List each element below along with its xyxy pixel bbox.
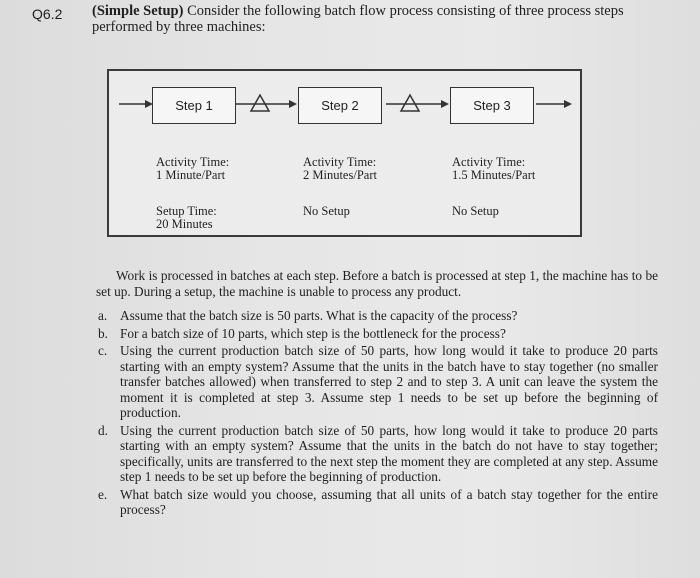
sub-question-letter: d.: [98, 422, 108, 438]
step-2-activity-time: Activity Time: 2 Minutes/Part: [303, 155, 377, 182]
sub-question-letter: e.: [98, 486, 108, 502]
arrowhead-1-2: [289, 100, 297, 108]
inventory-triangle-1: [251, 95, 269, 111]
sub-question-text: What batch size would you choose, assuming that all units of a batch stay together for the entire process?: [120, 486, 658, 517]
question-intro: [92, 3, 682, 35]
step-1-box: Step 1: [152, 87, 236, 124]
problem-statement: [96, 268, 658, 299]
sub-question-text: Using the current production batch size of 50 parts, how long would it take to produce 20 parts starting with an empty system? Assume that the units in the batch have to stay together (no smaller transfer batches allowed) when transferred to step 2 and to step 3. A unit can leave the system the moment it is completed at step 3. Assume step 1 needs to be set up before the beginning of production.: [120, 343, 658, 420]
problem-statement-text: Work is processed in batches at each step. Before a batch is processed at step 1, the machine has to be set up. During a setup, the machine is unable to process any product.: [96, 268, 658, 299]
question-number: Q6.2: [32, 6, 63, 22]
sub-question-b: [96, 326, 658, 342]
sub-question-text: Using the current production batch size of 50 parts, how long would it take to produce 20 parts starting with an empty system? Assume that the units in the batch do not have to stay together; specifically, units are transferred to the next step the moment they are completed at any step. Assume step 1 needs to be set up before the beginning of production.: [120, 422, 658, 484]
sub-question-e: [96, 487, 658, 518]
arrowhead-2-3: [441, 100, 449, 108]
sub-question-text: Assume that the batch size is 50 parts. What is the capacity of the process?: [120, 308, 518, 323]
sub-question-text: For a batch size of 10 parts, which step is the bottleneck for the process?: [120, 325, 506, 341]
question-title: (Simple Setup): [92, 3, 184, 19]
step-1-setup-time: Setup Time: 20 Minutes: [156, 204, 217, 231]
step-3-activity-time: Activity Time: 1.5 Minutes/Part: [452, 155, 536, 182]
sub-question-a: [96, 308, 658, 324]
question-intro-text: Consider the following batch flow process consisting of three process steps performed by three machines:: [92, 3, 624, 35]
step-2-box: Step 2: [298, 87, 382, 124]
exit-arrowhead: [564, 100, 572, 108]
sub-question-c: [96, 343, 658, 421]
step-1-activity-time: Activity Time: 1 Minute/Part: [156, 155, 230, 182]
sub-question-d: [96, 423, 658, 485]
step-3-setup-time: No Setup: [452, 204, 499, 218]
sub-question-letter: a.: [98, 308, 108, 323]
sub-question-letter: b.: [98, 325, 108, 341]
step-3-box: Step 3: [450, 87, 534, 124]
sub-question-list: [96, 308, 658, 520]
inventory-triangle-2: [401, 95, 419, 111]
process-flow-diagram: [107, 69, 582, 237]
step-2-setup-time: No Setup: [303, 204, 350, 218]
sub-question-letter: c.: [98, 343, 108, 358]
